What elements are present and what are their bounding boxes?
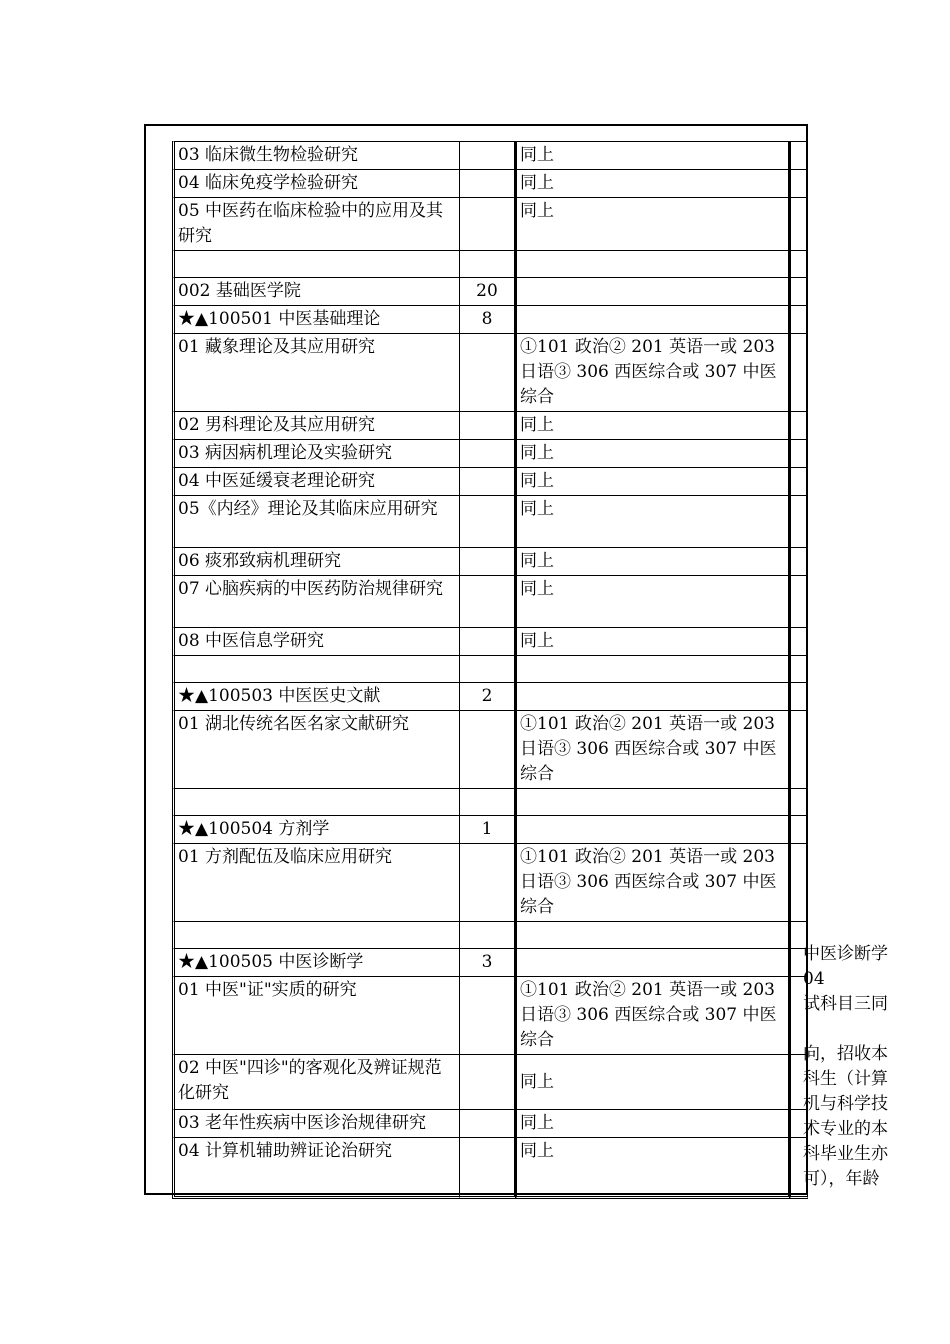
remarks-cell: [790, 197, 808, 250]
exam-subjects-cell: 同上: [516, 575, 790, 627]
enrollment-count-cell: [459, 169, 516, 197]
research-direction-cell: ★▲100501 中医基础理论: [172, 305, 459, 333]
enrollment-count-cell: [459, 788, 516, 815]
table-row: [172, 655, 808, 682]
table-row: [172, 976, 808, 1054]
exam-subjects-cell: 同上: [516, 627, 790, 655]
remarks-cell: [790, 439, 808, 467]
research-direction-cell: ★▲100505 中医诊断学: [172, 948, 459, 976]
enrollment-count-cell: [459, 710, 516, 788]
exam-subjects-cell: 同上: [516, 1109, 790, 1137]
research-direction-cell: 01 方剂配伍及临床应用研究: [172, 843, 459, 921]
remarks-cell: [790, 277, 808, 305]
exam-subjects-cell: [516, 682, 790, 710]
research-direction-cell: 03 老年性疾病中医诊治规律研究: [172, 1109, 459, 1137]
enrollment-count-cell: [459, 197, 516, 250]
remarks-cell: [790, 710, 808, 788]
enrollment-count-cell: [459, 976, 516, 1054]
exam-subjects-cell: [516, 305, 790, 333]
remarks-cell: [790, 627, 808, 655]
research-direction-cell: 02 男科理论及其应用研究: [172, 411, 459, 439]
enrollment-count-cell: [459, 1109, 516, 1137]
research-direction-cell: 01 中医"证"实质的研究: [172, 976, 459, 1054]
research-direction-cell: 03 病因病机理论及实验研究: [172, 439, 459, 467]
remarks-cell: [790, 333, 808, 411]
table-row: [172, 277, 808, 305]
enrollment-count-cell: [459, 1137, 516, 1199]
enrollment-count-cell: [459, 333, 516, 411]
exam-subjects-cell: 同上: [516, 197, 790, 250]
table-row: [172, 682, 808, 710]
enrollment-count-cell: 20: [459, 277, 516, 305]
enrollment-count-cell: [459, 495, 516, 547]
remarks-cell: [790, 682, 808, 710]
table-row: [172, 627, 808, 655]
exam-subjects-cell: [516, 921, 790, 948]
exam-subjects-cell: [516, 948, 790, 976]
table-row: [172, 921, 808, 948]
exam-subjects-cell: 同上: [516, 547, 790, 575]
remarks-cell: [790, 495, 808, 547]
exam-subjects-cell: [516, 250, 790, 277]
enrollment-count-cell: [459, 547, 516, 575]
exam-subjects-cell: 同上: [516, 439, 790, 467]
remarks-cell: [790, 169, 808, 197]
exam-subjects-cell: 同上: [516, 411, 790, 439]
exam-subjects-cell: ①101 政治② 201 英语一或 203 日语③ 306 西医综合或 307 中医综合: [516, 710, 790, 788]
table-row: [172, 710, 808, 788]
research-direction-cell: 01 湖北传统名医名家文献研究: [172, 710, 459, 788]
research-direction-cell: [172, 655, 459, 682]
table-row: [172, 547, 808, 575]
table-row: [172, 439, 808, 467]
research-direction-cell: [172, 788, 459, 815]
exam-subjects-cell: ①101 政治② 201 英语一或 203 日语③ 306 西医综合或 307 中医综合: [516, 843, 790, 921]
research-direction-cell: 002 基础医学院: [172, 277, 459, 305]
research-direction-cell: 07 心脑疾病的中医药防治规律研究: [172, 575, 459, 627]
table-row: [172, 815, 808, 843]
table-row: [172, 141, 808, 169]
exam-subjects-cell: [516, 655, 790, 682]
table-row: [172, 495, 808, 547]
research-direction-cell: 02 中医"四诊"的客观化及辨证规范化研究: [172, 1054, 459, 1109]
research-direction-cell: 01 藏象理论及其应用研究: [172, 333, 459, 411]
research-direction-cell: ★▲100504 方剂学: [172, 815, 459, 843]
exam-subjects-cell: ①101 政治② 201 英语一或 203 日语③ 306 西医综合或 307 中医综合: [516, 976, 790, 1054]
enrollment-count-cell: [459, 1054, 516, 1109]
research-direction-cell: [172, 921, 459, 948]
remarks-cell: [790, 655, 808, 682]
exam-subjects-cell: [516, 788, 790, 815]
remarks-cell: [790, 788, 808, 815]
table-row: [172, 1109, 808, 1137]
enrollment-count-cell: [459, 250, 516, 277]
enrollment-count-cell: 1: [459, 815, 516, 843]
table-row: [172, 575, 808, 627]
remarks-cell: [790, 547, 808, 575]
table-body: [172, 141, 808, 1199]
table-row: [172, 948, 808, 976]
enrollment-count-cell: 8: [459, 305, 516, 333]
exam-subjects-cell: [516, 815, 790, 843]
table-row: [172, 788, 808, 815]
enrollment-count-cell: [459, 141, 516, 169]
remarks-cell: [790, 843, 808, 921]
table-row: [172, 843, 808, 921]
exam-subjects-cell: 同上: [516, 1137, 790, 1199]
research-direction-cell: 03 临床微生物检验研究: [172, 141, 459, 169]
table-row: [172, 411, 808, 439]
remarks-cell: [790, 305, 808, 333]
research-direction-cell: 05 中医药在临床检验中的应用及其研究: [172, 197, 459, 250]
research-direction-cell: 06 痰邪致病机理研究: [172, 547, 459, 575]
remarks-cell: [790, 411, 808, 439]
remarks-cell: [790, 250, 808, 277]
table-row: [172, 467, 808, 495]
table-row: [172, 197, 808, 250]
research-direction-cell: 04 计算机辅助辨证论治研究: [172, 1137, 459, 1199]
remarks-cell: [790, 141, 808, 169]
enrollment-count-cell: 3: [459, 948, 516, 976]
research-direction-cell: 04 中医延缓衰老理论研究: [172, 467, 459, 495]
table-row: [172, 305, 808, 333]
table-row: [172, 1137, 808, 1199]
research-direction-cell: ★▲100503 中医医史文献: [172, 682, 459, 710]
enrollment-count-cell: [459, 921, 516, 948]
enrollment-count-cell: 2: [459, 682, 516, 710]
exam-subjects-cell: [516, 277, 790, 305]
exam-subjects-cell: 同上: [516, 141, 790, 169]
table-row: [172, 1054, 808, 1109]
exam-subjects-cell: 同上: [516, 495, 790, 547]
research-direction-cell: [172, 250, 459, 277]
exam-subjects-cell: ①101 政治② 201 英语一或 203 日语③ 306 西医综合或 307 中医综合: [516, 333, 790, 411]
enrollment-count-cell: [459, 411, 516, 439]
enrollment-count-cell: [459, 575, 516, 627]
enrollment-count-cell: [459, 843, 516, 921]
research-direction-cell: 08 中医信息学研究: [172, 627, 459, 655]
research-direction-cell: 04 临床免疫学检验研究: [172, 169, 459, 197]
table-row: [172, 169, 808, 197]
table-row: [172, 250, 808, 277]
enrollment-count-cell: [459, 627, 516, 655]
research-direction-cell: 05《内经》理论及其临床应用研究: [172, 495, 459, 547]
remarks-cell: [790, 815, 808, 843]
enrollment-count-cell: [459, 655, 516, 682]
exam-subjects-cell: 同上: [516, 169, 790, 197]
exam-subjects-cell: 同上: [516, 1054, 790, 1109]
enrollment-catalog-table: [172, 141, 808, 1199]
exam-subjects-cell: 同上: [516, 467, 790, 495]
remarks-note: 中医诊断学 04 试科目三同 向，招收本 科生（计算 机与科学技 术专业的本 科毕业生亦 可），年龄: [803, 944, 888, 1189]
table-row: [172, 333, 808, 411]
remarks-cell: [790, 575, 808, 627]
remarks-cell: [790, 467, 808, 495]
enrollment-count-cell: [459, 439, 516, 467]
enrollment-count-cell: [459, 467, 516, 495]
